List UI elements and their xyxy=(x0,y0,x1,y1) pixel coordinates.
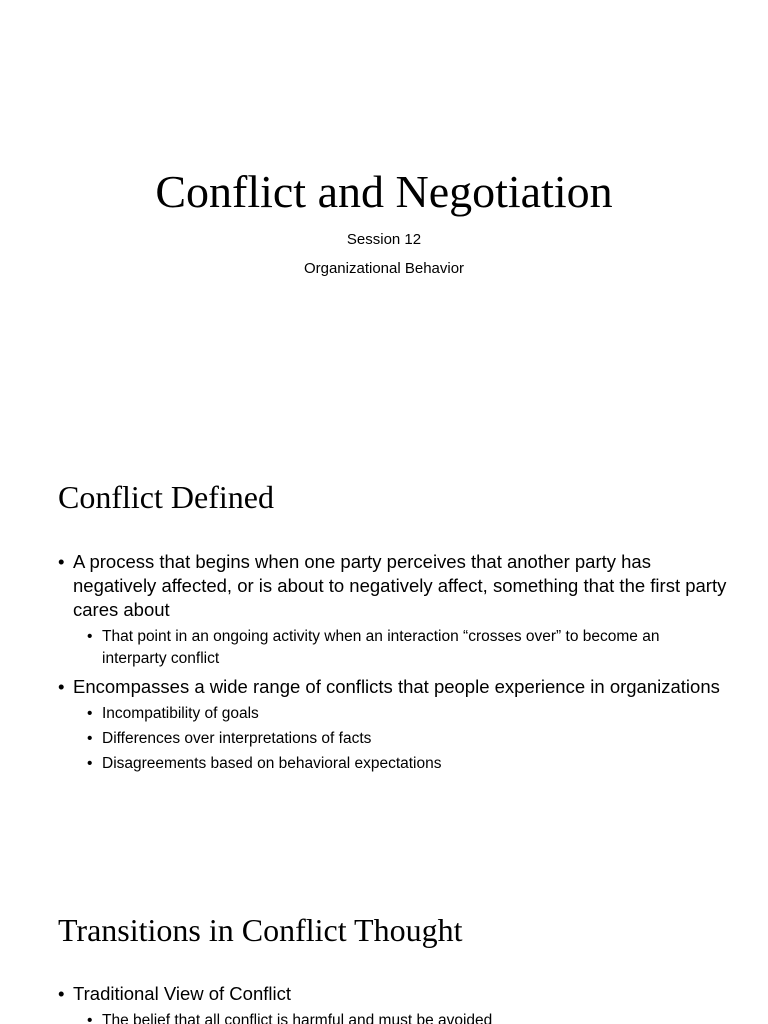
title-slide xyxy=(0,0,768,432)
bullet-list xyxy=(58,550,728,778)
sub-bullet-item: • Disagreements based on behavioral expectations xyxy=(87,753,728,775)
transitions-slide xyxy=(0,864,768,1024)
slide-title: Conflict Defined xyxy=(58,479,274,515)
sub-bullet-item: • The belief that all conflict is harmful and must be avoided xyxy=(87,1010,728,1024)
sub-bullet-item: • Incompatibility of goals xyxy=(87,703,728,725)
bullet-item: • Encompasses a wide range of conflicts that people experience in organizations xyxy=(58,675,728,699)
course-label: Organizational Behavior xyxy=(303,260,465,277)
conflict-defined-slide xyxy=(0,432,768,864)
sub-bullet-item: • Differences over interpretations of facts xyxy=(87,728,728,750)
session-label: Session 12 xyxy=(346,231,422,248)
bullet-item: • A process that begins when one party perceives that another party has negatively affected, or is about to negatively affect, something that the first party cares about xyxy=(58,550,728,622)
bullet-item: • Traditional View of Conflict xyxy=(58,982,728,1006)
sub-bullet-item: • That point in an ongoing activity when an interaction “crosses over” to become an interparty conflict xyxy=(87,626,728,670)
bullet-list xyxy=(58,982,728,1024)
presentation-title: Conflict and Negotiation xyxy=(155,166,613,217)
slide-title: Transitions in Conflict Thought xyxy=(58,912,463,948)
